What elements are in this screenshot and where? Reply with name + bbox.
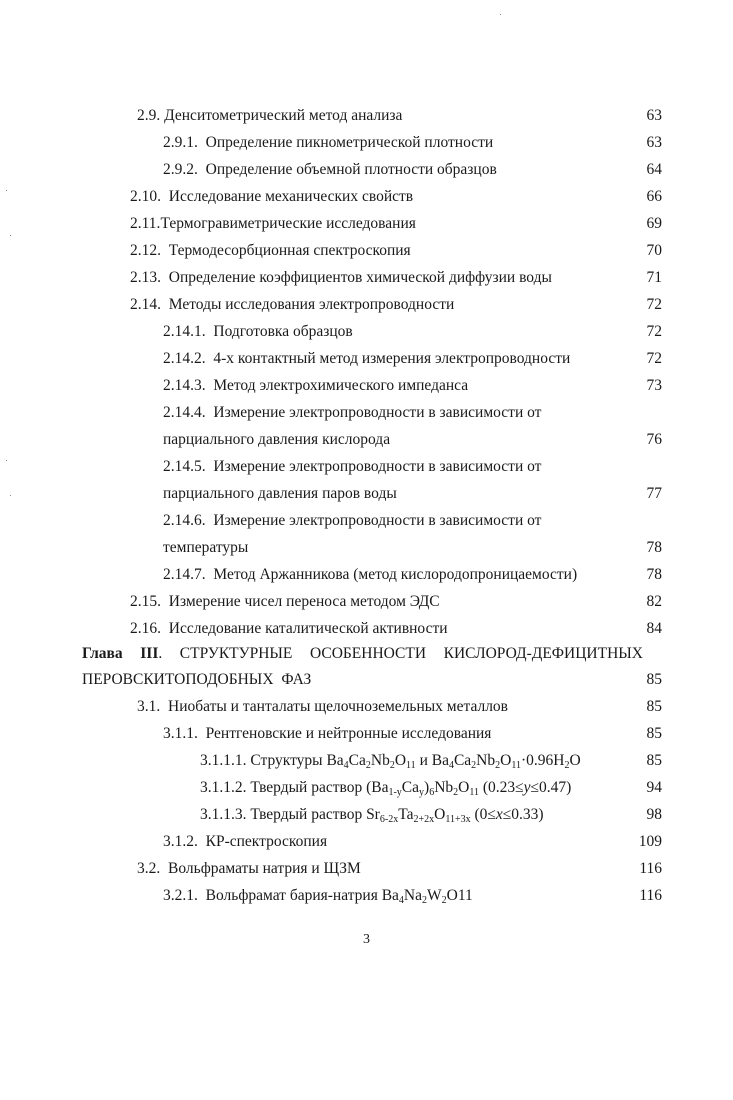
toc-entry-2-14-1 xyxy=(163,322,353,342)
toc-page: 94 xyxy=(646,779,662,796)
scan-speck xyxy=(500,14,501,15)
page-number: 3 xyxy=(363,932,370,947)
toc-title: Вольфраматы натрия и ЩЗМ xyxy=(168,860,361,877)
toc-title: Измерение электропроводности в зависимости от xyxy=(213,404,542,421)
toc-page: 77 xyxy=(646,485,662,502)
toc-entry-3-1-1-1 xyxy=(200,751,581,771)
toc-page: 85 xyxy=(646,725,662,742)
toc-page: 63 xyxy=(646,107,662,124)
toc-entry-2-11 xyxy=(130,214,416,234)
toc-page: 78 xyxy=(646,566,662,583)
toc-num: 2.9. xyxy=(137,107,161,124)
toc-num: 2.14.6. xyxy=(163,512,206,529)
scan-speck xyxy=(10,495,11,496)
toc-entry-2-14-3 xyxy=(163,376,468,396)
toc-entry-2-9-2 xyxy=(163,160,497,180)
toc-page: 72 xyxy=(646,296,662,313)
toc-entry-3-1 xyxy=(137,697,508,717)
toc-num: 2.16. xyxy=(130,620,161,637)
toc-page: 82 xyxy=(646,593,662,610)
toc-title: Метод электрохимического импеданса xyxy=(213,377,469,394)
toc-num: 2.9.1. xyxy=(163,134,198,151)
toc-num: 3.1. xyxy=(137,698,161,715)
toc-num: 2.14.3. xyxy=(163,377,206,394)
toc-page: 69 xyxy=(646,215,662,232)
toc-title: Метод Аржанникова (метод кислородопроницаемости) xyxy=(213,566,578,583)
toc-title: Измерение чисел переноса методом ЭДС xyxy=(168,593,440,610)
toc-title: Рентгеновские и нейтронные исследования xyxy=(205,725,492,742)
toc-num: 2.10. xyxy=(130,188,161,205)
toc-entry-2-16 xyxy=(130,619,448,639)
toc-entry-3-1-1-2 xyxy=(200,778,571,798)
toc-num: 2.14.4. xyxy=(163,404,206,421)
toc-title: Ниобаты и танталаты щелочноземельных металлов xyxy=(168,698,509,715)
toc-title-formula: Вольфрамат бария-натрия $Ba_4Na_2W_2O11$ xyxy=(205,887,473,906)
toc-num: 3.1.1.3. xyxy=(200,806,247,823)
toc-num: 2.12. xyxy=(130,242,161,259)
scan-speck xyxy=(6,460,7,461)
toc-page: 71 xyxy=(646,269,662,286)
toc-num: 3.2.1. xyxy=(163,887,198,904)
toc-entry-2-14-4 xyxy=(163,403,541,423)
toc-num: 3.2. xyxy=(137,860,161,877)
toc-title: Денситометрический метод анализа xyxy=(164,107,403,124)
toc-page: 70 xyxy=(646,242,662,259)
toc-num: 2.14.5. xyxy=(163,458,206,475)
toc-entry-3-2-1 xyxy=(163,886,473,906)
toc-entry-3-2 xyxy=(137,859,361,879)
chapter-heading xyxy=(82,644,643,664)
toc-title: Определение пикнометрической плотности xyxy=(205,134,494,151)
toc-num: 2.11. xyxy=(130,215,161,232)
toc-page: 72 xyxy=(646,323,662,340)
toc-num: 2.9.2. xyxy=(163,161,198,178)
toc-title: Исследование каталитической активности xyxy=(168,620,448,637)
toc-page: 63 xyxy=(646,134,662,151)
scan-speck xyxy=(10,235,11,236)
toc-title: Определение объемной плотности образцов xyxy=(205,161,497,178)
toc-entry-2-12 xyxy=(130,241,411,261)
chapter-title-line1: . СТРУКТУРНЫЕ ОСОБЕННОСТИ КИСЛОРОД-ДЕФИЦИТНЫХ xyxy=(158,645,644,662)
toc-num: 2.13. xyxy=(130,269,161,286)
toc-title-formula: Твердый раствор $(Ba_{1-y}Ca_y)_6Nb_2O_{11}$ (0.23≤y≤0.47) xyxy=(250,779,572,798)
toc-title: Измерение электропроводности в зависимости от xyxy=(213,458,542,475)
toc-title: Термогравиметрические исследования xyxy=(160,215,416,232)
toc-page: 78 xyxy=(646,539,662,556)
toc-title-formula: Твердый раствор $Sr_{6-2x}Ta_{2+2x}O_{11+3x}$ (0≤x≤0.33) xyxy=(250,806,544,825)
toc-num: 2.15. xyxy=(130,593,161,610)
toc-page: 73 xyxy=(646,377,662,394)
toc-entry-3-1-2 xyxy=(163,832,327,852)
toc-page: 98 xyxy=(646,806,662,823)
toc-page: 85 xyxy=(646,752,662,769)
toc-entry-3-1-1-3 xyxy=(200,805,544,825)
toc-page: 72 xyxy=(646,350,662,367)
toc-title: 4-х контактный метод измерения электропроводности xyxy=(213,350,571,367)
toc-entry-2-14-5 xyxy=(163,457,541,477)
toc-entry-2-9 xyxy=(137,106,402,126)
toc-page: 116 xyxy=(639,860,662,877)
toc-page: 109 xyxy=(638,833,662,850)
toc-title: Термодесорбционная спектроскопия xyxy=(168,242,411,259)
toc-page: 64 xyxy=(646,161,662,178)
toc-title: Определение коэффициентов химической диффузии воды xyxy=(168,269,552,286)
toc-entry-2-14-6 xyxy=(163,511,541,531)
toc-page: 66 xyxy=(646,188,662,205)
scan-speck xyxy=(6,190,7,191)
toc-entry-2-15 xyxy=(130,592,440,612)
toc-num: 3.1.1.1. xyxy=(200,752,247,769)
toc-page: 84 xyxy=(646,620,662,637)
toc-num: 3.1.2. xyxy=(163,833,198,850)
toc-num: 2.14.7. xyxy=(163,566,206,583)
toc-num: 2.14.2. xyxy=(163,350,206,367)
toc-num: 2.14. xyxy=(130,296,161,313)
toc-num: 3.1.1. xyxy=(163,725,198,742)
toc-num: 2.14.1. xyxy=(163,323,206,340)
toc-title: Подготовка образцов xyxy=(213,323,353,340)
toc-title: Исследование механических свойств xyxy=(168,188,414,205)
chapter-label: Глава III xyxy=(82,645,159,662)
toc-entry-2-14-7 xyxy=(163,565,577,585)
toc-entry-continuation: парциального давления кислорода xyxy=(163,431,391,448)
toc-title-formula: Структуры $Ba_4Ca_2Nb_2O_{11}$ и $Ba_4Ca_2Nb_2O_{11}\cdot 0.96H_2O$ xyxy=(250,752,581,771)
toc-page: 85 xyxy=(646,698,662,715)
toc-entry-3-1-1 xyxy=(163,724,491,744)
toc-entry-2-14-2 xyxy=(163,349,570,369)
toc-page: 76 xyxy=(646,431,662,448)
toc-page: 85 xyxy=(646,671,662,688)
toc-num: 3.1.1.2. xyxy=(200,779,247,796)
toc-entry-2-14 xyxy=(130,295,454,315)
toc-entry-2-9-1 xyxy=(163,133,493,153)
toc-title: КР-спектроскопия xyxy=(205,833,328,850)
toc-title: Методы исследования электропроводности xyxy=(168,296,455,313)
chapter-title-line2: ПЕРОВСКИТОПОДОБНЫХ ФАЗ xyxy=(82,671,312,688)
toc-entry-2-10 xyxy=(130,187,413,207)
toc-title: Измерение электропроводности в зависимости от xyxy=(213,512,542,529)
toc-page: 116 xyxy=(639,887,662,904)
toc-entry-continuation: парциального давления паров воды xyxy=(163,485,397,502)
toc-entry-continuation: температуры xyxy=(163,539,249,556)
toc-entry-2-13 xyxy=(130,268,552,288)
